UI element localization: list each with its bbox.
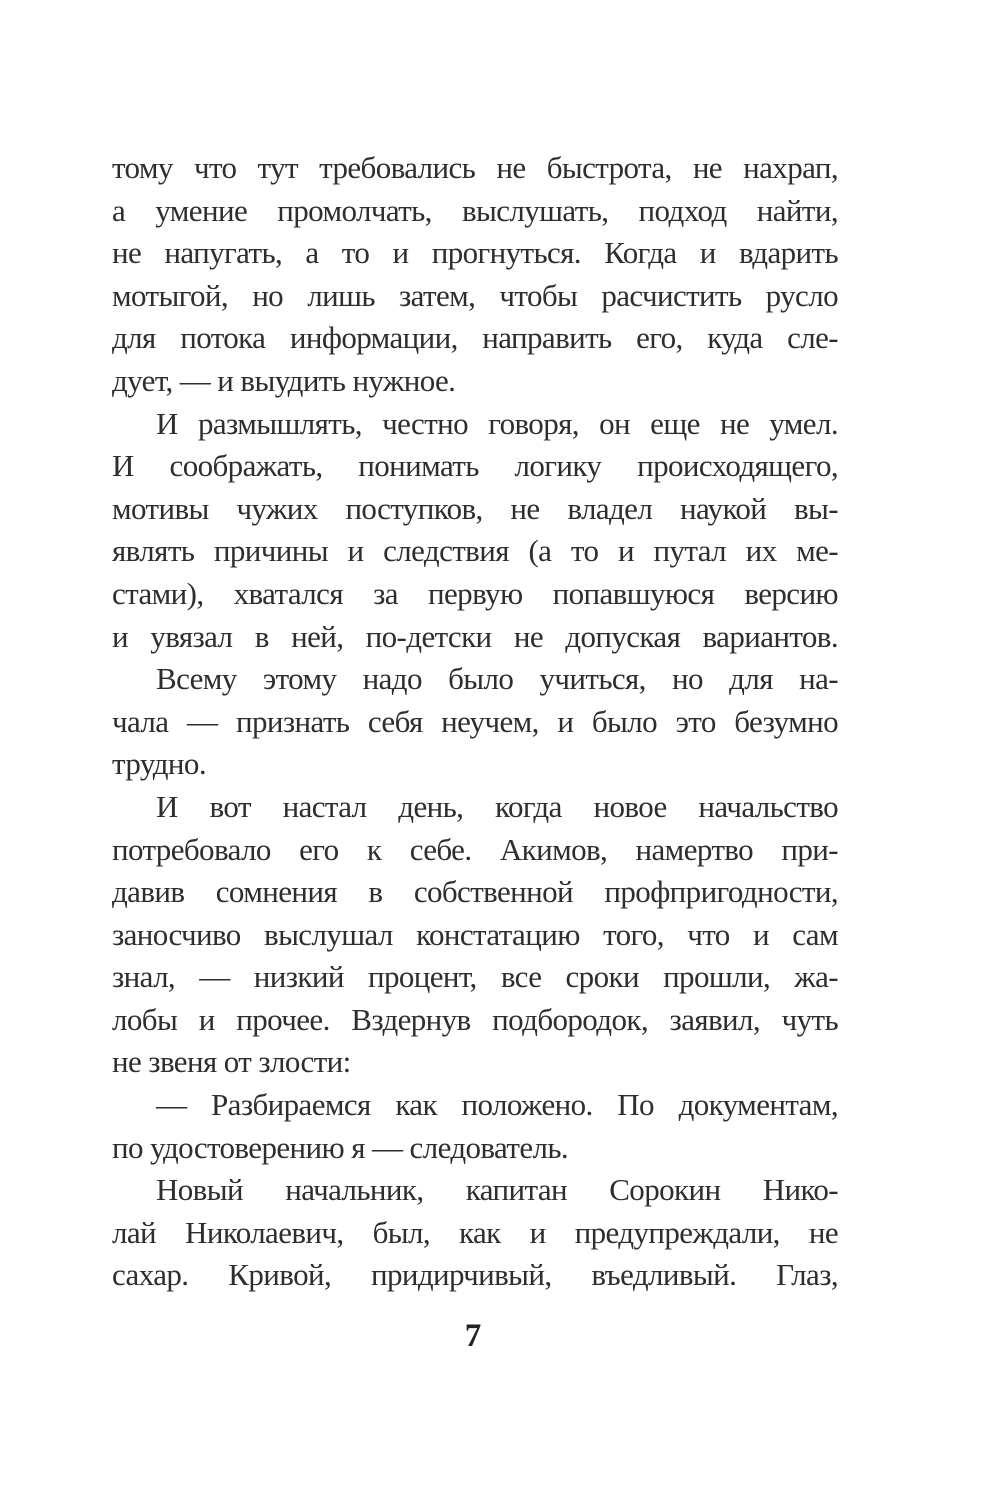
text-line: и увязал в ней, по-детски не допуская вариантов. — [112, 618, 838, 654]
text-line: чала — признать себя неучем, и было это безумно — [112, 703, 838, 739]
text-line: знал, — низкий процент, все сроки прошли, жа- — [112, 959, 838, 995]
text-line: мотивы чужих поступков, не владел наукой вы- — [112, 490, 838, 526]
book-page-text — [112, 147, 838, 1297]
paragraph-2 — [112, 403, 838, 659]
text-line: сахар. Кривой, придирчивый, въедливый. Глаз, — [112, 1257, 838, 1293]
text-line: не напугать, а то и прогнуться. Когда и вдарить — [112, 235, 838, 271]
text-line: по удостоверению я — следователь. — [112, 1129, 569, 1165]
paragraph-3 — [112, 658, 838, 786]
text-line: лай Николаевич, был, как и предупреждали, не — [112, 1214, 838, 1250]
text-line: не звеня от злости: — [112, 1044, 351, 1080]
paragraph-1 — [112, 147, 838, 403]
text-line: мотыгой, но лишь затем, чтобы расчистить русло — [112, 277, 838, 313]
text-line: лобы и прочее. Вздернув подбородок, заявил, чуть — [112, 1001, 838, 1037]
text-line: И вот настал день, когда новое начальство — [156, 788, 838, 824]
text-line: стами), хватался за первую попавшуюся версию — [112, 575, 838, 611]
text-line: потребовало его к себе. Акимов, намертво при- — [112, 831, 838, 867]
text-line: — Разбираемся как положено. По документам, — [156, 1087, 838, 1123]
text-line: заносчиво выслушал констатацию того, что и сам — [112, 916, 838, 952]
text-line: Новый начальник, капитан Сорокин Нико- — [156, 1172, 838, 1208]
paragraph-5-dialogue — [112, 1084, 838, 1169]
text-line: И соображать, понимать логику происходящего, — [112, 448, 838, 484]
text-line: трудно. — [112, 746, 206, 782]
text-line: И размышлять, честно говоря, он еще не умел. — [156, 405, 838, 441]
paragraph-6 — [112, 1169, 838, 1297]
text-line: для потока информации, направить его, куда сле- — [112, 320, 838, 356]
text-line: дует, — и выудить нужное. — [112, 362, 456, 398]
paragraph-4 — [112, 786, 838, 1084]
text-line: являть причины и следствия (а то и путал их ме- — [112, 533, 838, 569]
text-line: давив сомнения в собственной профпригодности, — [112, 874, 838, 910]
text-line: а умение промолчать, выслушать, подход найти, — [112, 192, 838, 228]
text-line: тому что тут требовались не быстрота, не нахрап, — [112, 150, 838, 185]
page-number: 7 — [464, 1318, 482, 1354]
text-line: Всему этому надо было учиться, но для на- — [156, 661, 838, 697]
